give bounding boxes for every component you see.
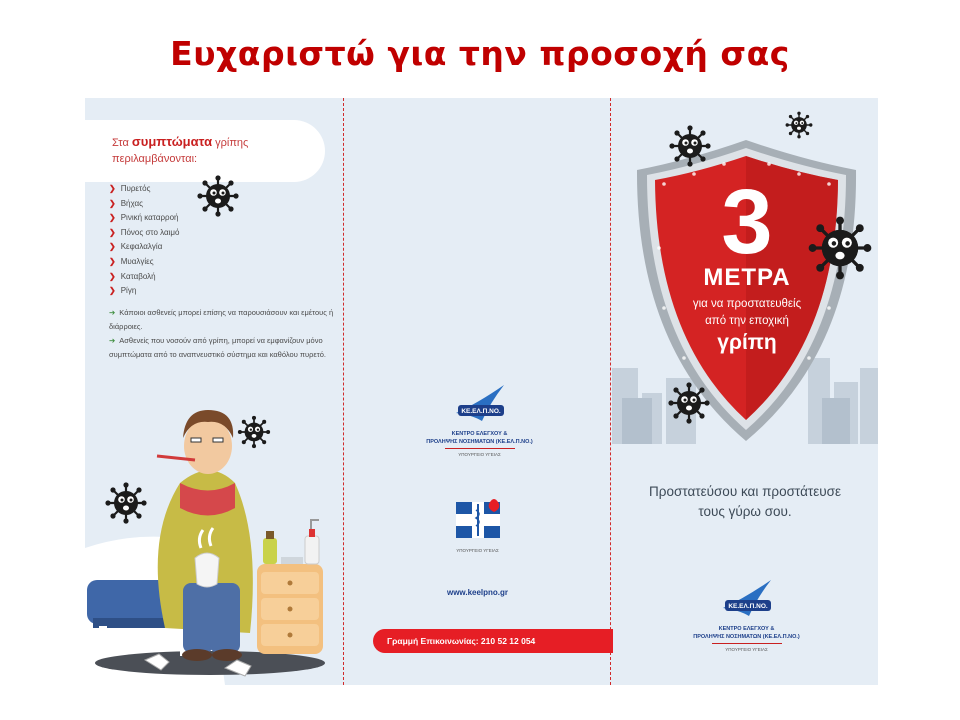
ministry-logo (435, 498, 520, 553)
ministry-label: ΥΠΟΥΡΓΕΙΟ ΥΓΕΙΑΣ (456, 548, 499, 553)
shield-line3: γρίπη (717, 331, 777, 354)
logo-badge: ΚΕ.ΕΛ.Π.ΝΟ. (460, 408, 501, 415)
list-item: ❯ Μυαλγίες (109, 256, 154, 266)
panel-cover (612, 98, 878, 685)
chevron-right-icon: ❯ (109, 213, 116, 223)
chevron-right-icon: ❯ (109, 184, 116, 193)
dove-logo-icon (450, 383, 510, 425)
logo-sub: ΥΠΟΥΡΓΕΙΟ ΥΓΕΙΑΣ (725, 647, 768, 652)
virus-icon (784, 110, 814, 140)
keelpno-logo (684, 578, 809, 652)
note-respiratory: ➔ Ασθενείς που νοσούν από γρίπη, μπορεί να εμφανίζουν μόνο συμπτώματα από το αναπνευστικό σύστημα και καθόλου πυρετό. (109, 336, 326, 359)
logo-sub: ΥΠΟΥΡΓΕΙΟ ΥΓΕΙΑΣ (458, 452, 501, 457)
fold-line (343, 98, 344, 685)
panel-contact (345, 98, 610, 685)
virus-icon (667, 123, 713, 169)
fold-line (610, 98, 611, 685)
list-item: ❯ Ρίγη (109, 286, 137, 296)
logo-line2: ΠΡΟΛΗΨΗΣ ΝΟΣΗΜΑΤΩΝ (ΚΕ.ΕΛ.Π.ΝΟ.) (693, 634, 800, 640)
symptom-list (109, 182, 179, 299)
keelpno-logo (417, 383, 542, 457)
heading-bold: συμπτώματα (131, 134, 213, 149)
chevron-right-icon: ❯ (109, 227, 116, 237)
chevron-right-icon: ❯ (109, 256, 116, 266)
heading-pre: Στα (112, 137, 132, 149)
shield-number: 3 (721, 171, 773, 273)
website-link[interactable]: www.keelpno.gr (446, 588, 509, 597)
heading-post: γρίπης (212, 137, 249, 149)
chevron-right-icon: ❯ (109, 286, 116, 296)
shield-word: ΜΕΤΡΑ (703, 264, 791, 291)
logo-badge: ΚΕ.ΕΛ.Π.ΝΟ. (727, 603, 768, 610)
list-item: ❯ Πόνος στο λαιμό (109, 227, 180, 237)
logo-line2: ΠΡΟΛΗΨΗΣ ΝΟΣΗΜΑΤΩΝ (ΚΕ.ΕΛ.Π.ΝΟ.) (426, 439, 533, 445)
virus-icon (666, 380, 712, 426)
list-item: ❯ Πυρετός (109, 184, 151, 193)
shield-line1: για να προστατευθείς (692, 298, 802, 310)
logo-line1: ΚΕΝΤΡΟ ΕΛΕΓΧΟΥ & (451, 431, 508, 437)
list-item: ❯ Ρινική καταρροή (109, 213, 179, 223)
ministry-cross-icon (454, 498, 502, 540)
symptoms-heading (112, 134, 248, 167)
heading-line2: περιλαμβάνονται: (112, 153, 198, 165)
list-item: ❯ Κεφαλαλγία (109, 242, 163, 252)
tagline-line1: Προστατεύσου και προστάτευσε (649, 484, 841, 499)
dove-logo-icon (717, 578, 777, 620)
virus-icon (195, 173, 241, 219)
list-item: ❯ Καταβολή (109, 271, 156, 281)
note-vomiting: ➔ Κάποιοι ασθενείς μπορεί επίσης να παρουσιάσουν και εμέτους ή διάρροιες. (109, 308, 334, 331)
arrow-right-icon: ➔ (109, 308, 116, 317)
panel-symptoms (85, 98, 343, 685)
hotline-banner: Γραμμή Επικοινωνίας: 210 52 12 054 (373, 629, 613, 653)
protect-tagline (612, 482, 878, 522)
tagline-line2: τους γύρω σου. (698, 504, 792, 519)
slide-title: Ευχαριστώ για την προσοχή σας (170, 34, 790, 73)
chevron-right-icon: ❯ (109, 242, 116, 252)
shield-line2: από την εποχική (705, 315, 789, 327)
chevron-right-icon: ❯ (109, 198, 116, 208)
virus-icon (805, 213, 875, 283)
arrow-right-icon: ➔ (109, 336, 116, 345)
logo-line1: ΚΕΝΤΡΟ ΕΛΕΓΧΟΥ & (718, 626, 775, 632)
chevron-right-icon: ❯ (109, 271, 116, 281)
flu-brochure (85, 98, 878, 685)
sick-man-illustration (85, 398, 343, 685)
list-item: ❯ Βήχας (109, 198, 143, 208)
